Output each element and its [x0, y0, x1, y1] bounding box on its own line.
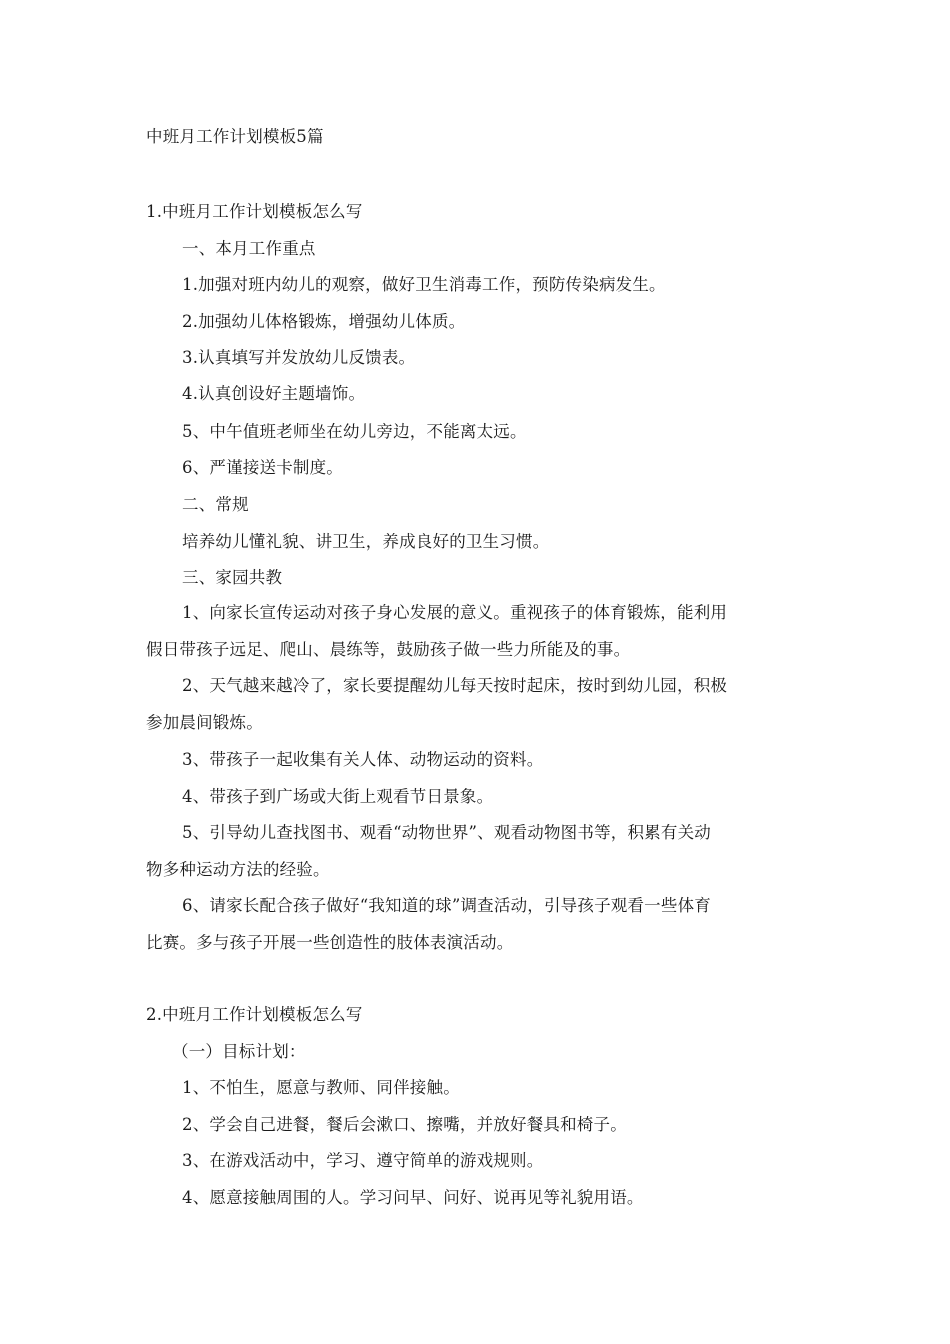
section-1-line: 物多种运动方法的经验。 [146, 860, 330, 879]
section-1-line: 比赛。多与孩子开展一些创造性的肢体表演活动。 [146, 933, 514, 952]
section-1-line: 4、带孩子到广场或大街上观看节日景象。 [182, 787, 494, 806]
section-1-line: 6、请家长配合孩子做好“我知道的球”调查活动，引导孩子观看一些体育 [182, 896, 711, 915]
document-title: 中班月工作计划模板5篇 [146, 127, 324, 146]
section-1-line: 2、天气越来越冷了，家长要提醒幼儿每天按时起床，按时到幼儿园，积极 [182, 676, 728, 695]
section-1-line: 5、引导幼儿查找图书、观看“动物世界”、观看动物图书等，积累有关动 [182, 823, 711, 842]
section-1-line: 参加晨间锻炼。 [146, 713, 263, 732]
section-1-line: 假日带孩子远足、爬山、晨练等，鼓励孩子做一些力所能及的事。 [146, 640, 631, 659]
section-1-heading: 1.中班月工作计划模板怎么写 [146, 202, 363, 221]
section-1-line: 3、带孩子一起收集有关人体、动物运动的资料。 [182, 750, 544, 769]
section-2-line: 2、学会自己进餐，餐后会漱口、擦嘴，并放好餐具和椅子。 [182, 1115, 627, 1134]
section-1-line: 2.加强幼儿体格锻炼，增强幼儿体质。 [182, 312, 466, 331]
section-1-line: 3.认真填写并发放幼儿反馈表。 [182, 348, 416, 367]
section-1-line: 三、家园共教 [182, 568, 283, 587]
section-1-line: 5、中午值班老师坐在幼儿旁边，不能离太远。 [182, 422, 527, 441]
section-2-line: 1、不怕生，愿意与教师、同伴接触。 [182, 1078, 460, 1097]
section-1-line: 一、本月工作重点 [182, 239, 316, 258]
section-2-line: 3、在游戏活动中，学习、遵守简单的游戏规则。 [182, 1151, 544, 1170]
section-1-line: 6、严谨接送卡制度。 [182, 458, 343, 477]
section-1-line: 二、常规 [182, 495, 249, 514]
section-1-line: 4.认真创设好主题墙饰。 [182, 384, 366, 403]
section-2-heading: 2.中班月工作计划模板怎么写 [146, 1005, 363, 1024]
section-1-line: 培养幼儿懂礼貌、讲卫生，养成良好的卫生习惯。 [182, 532, 550, 551]
section-2-line: （一）目标计划： [172, 1042, 306, 1061]
section-1-line: 1.加强对班内幼儿的观察，做好卫生消毒工作，预防传染病发生。 [182, 275, 666, 294]
section-2-line: 4、愿意接触周围的人。学习问早、问好、说再见等礼貌用语。 [182, 1188, 644, 1207]
section-1-line: 1、向家长宣传运动对孩子身心发展的意义。重视孩子的体育锻炼，能利用 [182, 603, 728, 622]
